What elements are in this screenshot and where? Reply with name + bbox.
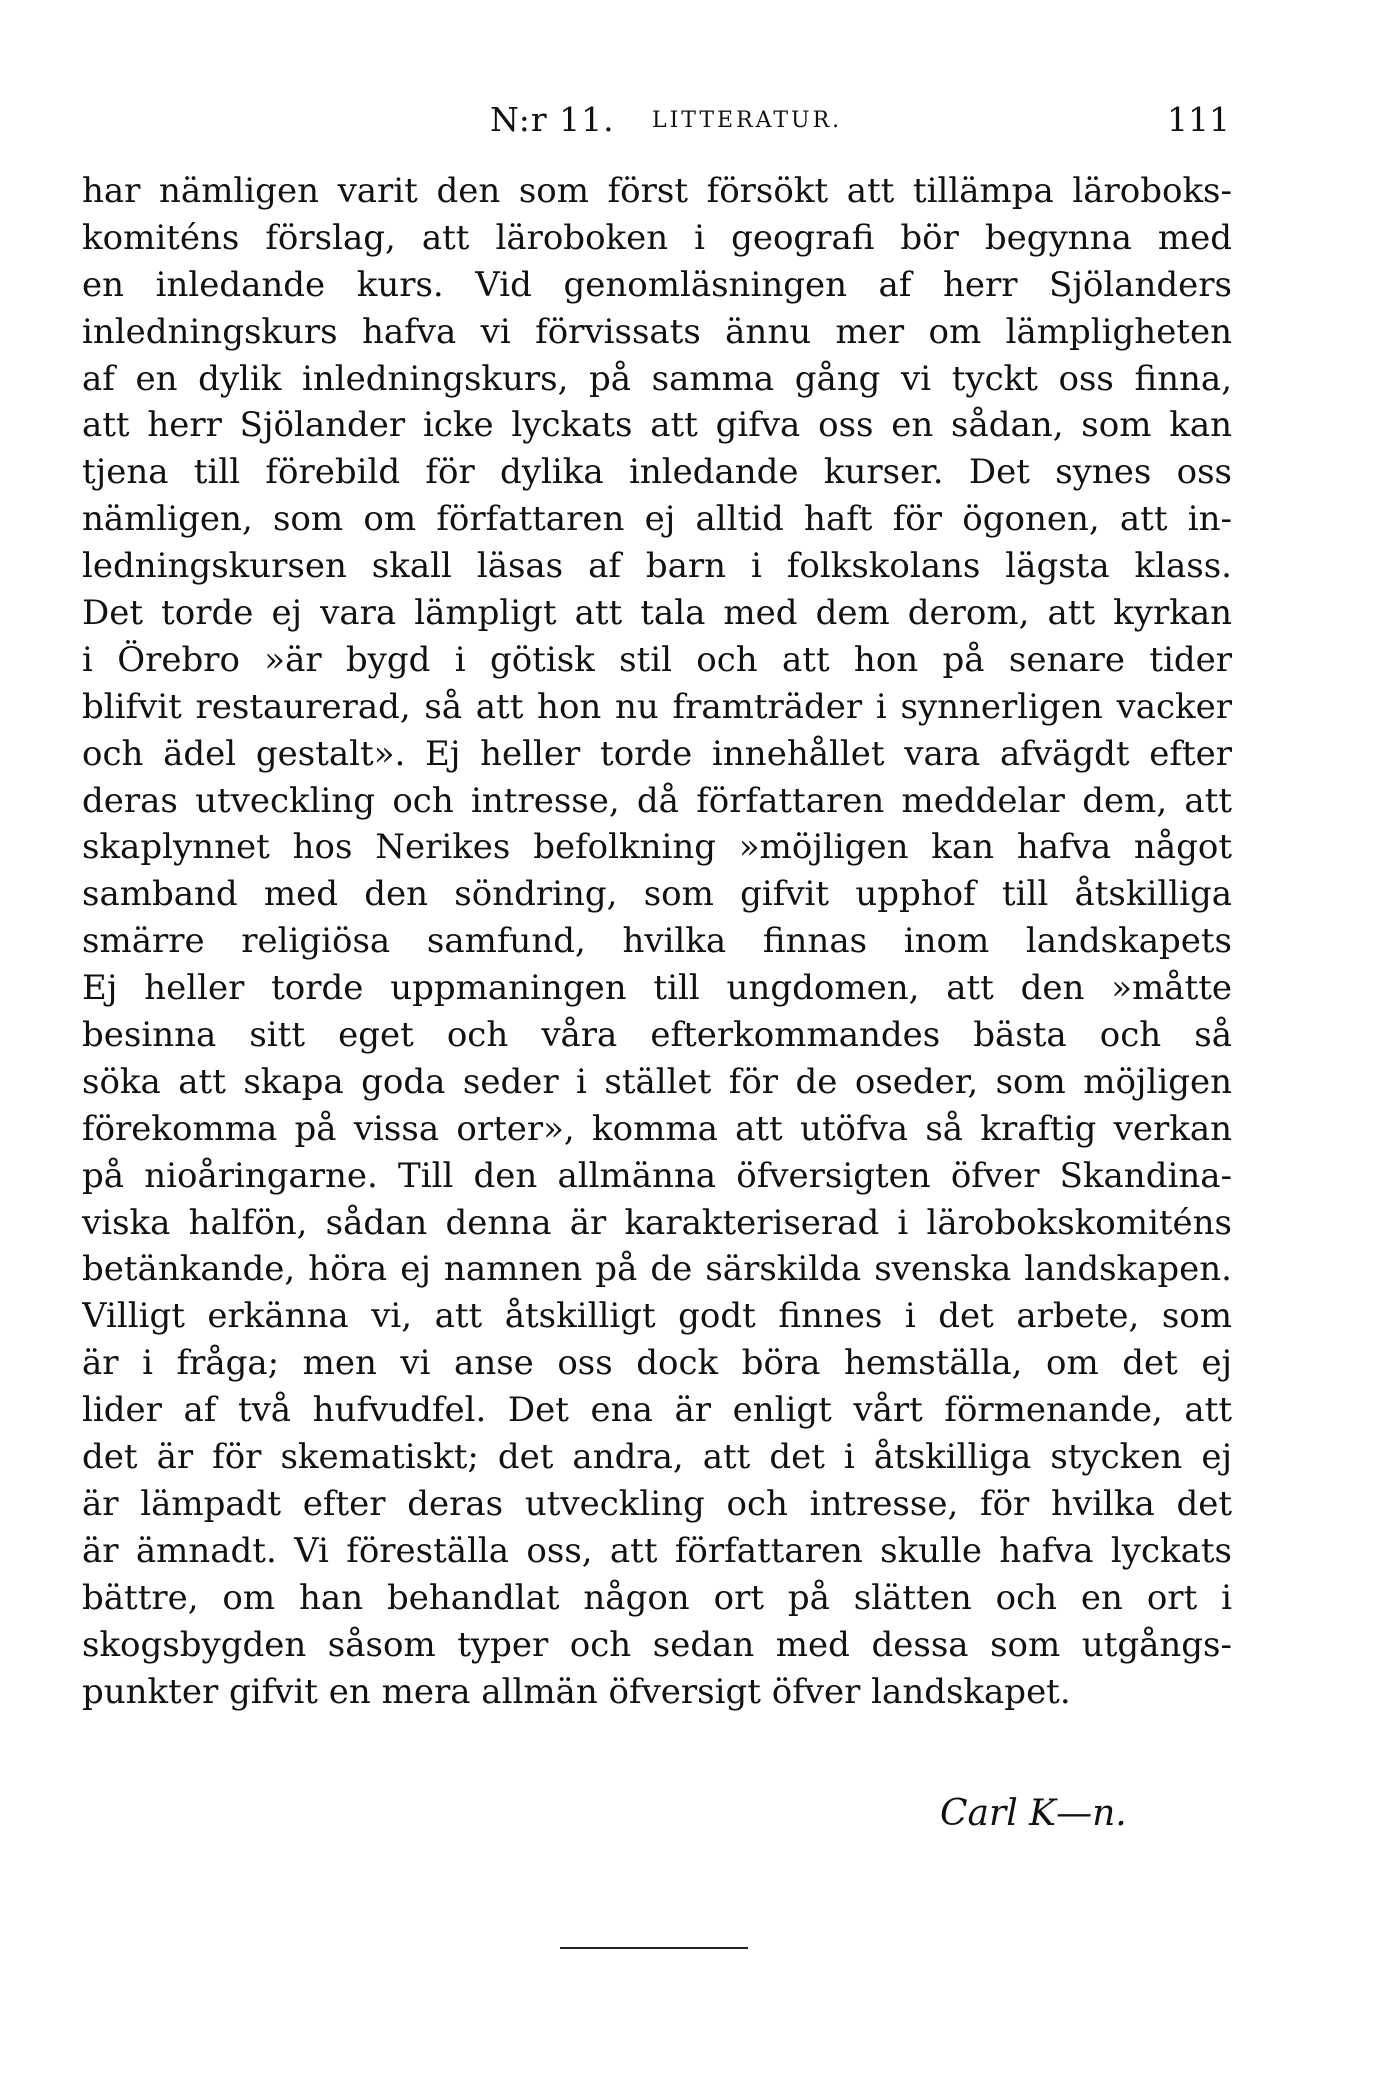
running-header: [0, 100, 1400, 150]
text-line: lider af två hufvudfel. Det ena är enligt vårt förmenande, att: [82, 1390, 1232, 1431]
text-line: en inledande kurs. Vid genomläsningen af herr Sjölanders: [82, 264, 1232, 305]
text-line: i Örebro »är bygd i götisk stil och att hon på senare tider: [82, 639, 1232, 680]
text-line: blifvit restaurerad, så att hon nu framträder i synnerligen vacker: [82, 686, 1232, 727]
text-line: besinna sitt eget och våra efterkommandes bästa och så: [82, 1015, 1232, 1056]
text-line: bättre, om han behandlat någon ort på slätten och en ort i: [82, 1577, 1232, 1618]
text-line: söka att skapa goda seder i stället för de oseder, som möjligen: [82, 1061, 1232, 1102]
text-line: Ej heller torde uppmaningen till ungdomen, att den »måtte: [82, 968, 1232, 1009]
text-line: att herr Sjölander icke lyckats att gifva oss en sådan, som kan: [82, 405, 1232, 446]
text-line: samband med den söndring, som gifvit upphof till åtskilliga: [82, 874, 1232, 915]
text-line: inledningskurs hafva vi förvissats ännu mer om lämpligheten: [82, 311, 1232, 352]
text-line: har nämligen varit den som först försökt att tillämpa läroboks-: [82, 171, 1232, 211]
text-line: det är för skematiskt; det andra, att det i åtskilliga stycken ej: [82, 1437, 1232, 1478]
text-line: Villigt erkänna vi, att åtskilligt godt finnes i det arbete, som: [82, 1296, 1232, 1337]
text-line: är ämnadt. Vi föreställa oss, att författaren skulle hafva lyckats: [82, 1530, 1232, 1571]
section-title: LITTERATUR.: [652, 108, 843, 133]
text-line: och ädel gestalt». Ej heller torde innehållet vara afvägdt efter: [82, 733, 1232, 774]
text-line: ledningskursen skall läsas af barn i folkskolans lägsta klass.: [82, 546, 1232, 587]
text-line: komiténs förslag, att läroboken i geografi bör begynna med: [82, 217, 1232, 258]
text-line: på nioåringarne. Till den allmänna öfversigten öfver Skandina-: [82, 1155, 1232, 1196]
article-body: [82, 168, 1232, 1715]
text-line: deras utveckling och intresse, då författaren meddelar dem, att: [82, 780, 1232, 821]
end-divider: [560, 1947, 748, 1949]
issue-number: N:r 11.: [490, 100, 615, 139]
text-line: viska halfön, sådan denna är karakteriserad i lärobokskomiténs: [82, 1202, 1232, 1243]
page-number: 111: [1167, 100, 1230, 139]
text-line: tjena till förebild för dylika inledande kurser. Det synes oss: [82, 452, 1232, 493]
text-line: nämligen, som om författaren ej alltid haft för ögonen, att in-: [82, 499, 1232, 540]
text-line: Det torde ej vara lämpligt att tala med dem derom, att kyrkan: [82, 593, 1232, 634]
text-line: skogsbygden såsom typer och sedan med dessa som utgångs-: [82, 1624, 1232, 1665]
text-line: är i fråga; men vi anse oss dock böra hemställa, om det ej: [82, 1343, 1232, 1384]
text-line: smärre religiösa samfund, hvilka finnas inom landskapets: [82, 921, 1232, 962]
text-line-last: punkter gifvit en mera allmän öfversigt öfver landskapet.: [82, 1671, 1071, 1712]
text-line: betänkande, höra ej namnen på de särskilda svenska landskapen.: [82, 1249, 1232, 1290]
text-line: är lämpadt efter deras utveckling och intresse, för hvilka det: [82, 1483, 1232, 1524]
text-line: af en dylik inledningskurs, på samma gång vi tyckt oss finna,: [82, 358, 1232, 399]
text-line: skaplynnet hos Nerikes befolkning »möjligen kan hafva något: [82, 827, 1232, 868]
text-line: förekomma på vissa orter», komma att utöfva så kraftig verkan: [82, 1108, 1232, 1149]
author-signature: Carl K—n.: [940, 1793, 1127, 1834]
